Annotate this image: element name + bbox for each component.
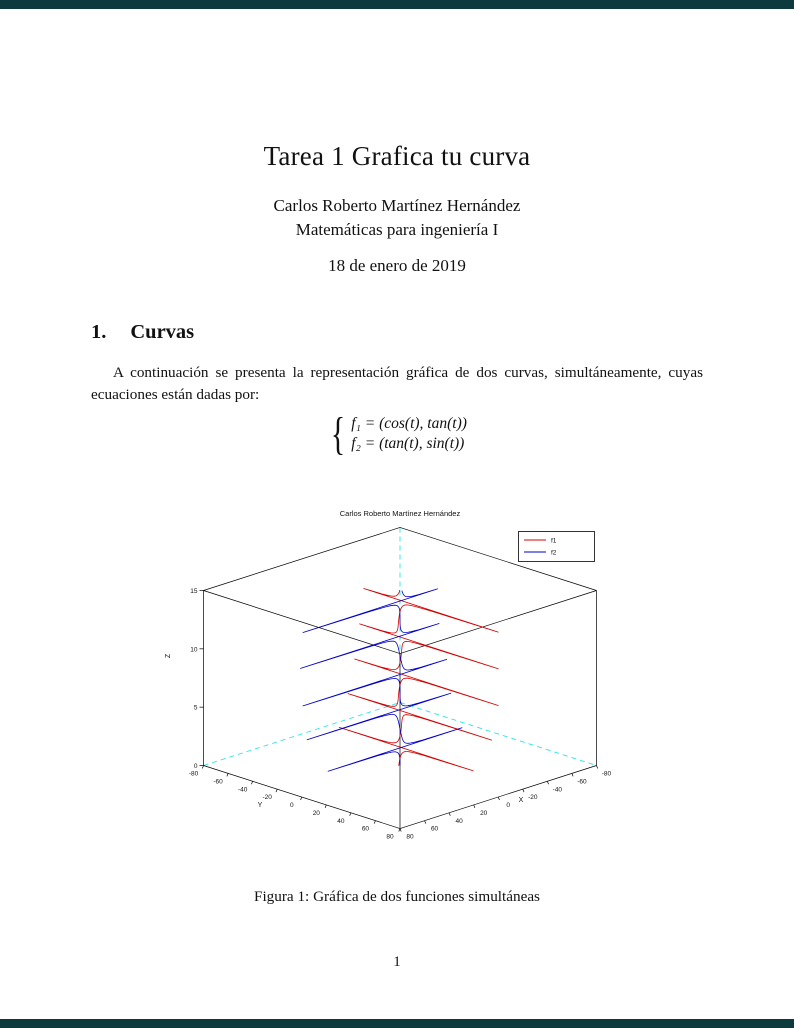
figure-3d-plot xyxy=(140,503,660,848)
figure-container xyxy=(140,503,660,848)
x-axis-tick xyxy=(498,797,499,800)
document-title: Tarea 1 Grafica tu curva xyxy=(263,141,531,171)
y-tick-label: -40 xyxy=(237,786,248,794)
y-tick-label: 80 xyxy=(386,833,394,841)
page-number: 1 xyxy=(393,954,401,970)
equation-lines xyxy=(351,414,467,454)
axes-box-edge xyxy=(204,591,400,654)
guide-dashed-line xyxy=(400,702,596,765)
x-axis-tick xyxy=(596,766,597,769)
x-tick-label: 80 xyxy=(406,833,414,841)
plot-title: Carlos Roberto Martínez Hernández xyxy=(339,509,461,518)
figure-caption: Figura 1: Gráfica de dos funciones simultáneas xyxy=(254,888,540,905)
y-tick-label: -60 xyxy=(213,778,223,786)
y-axis-label: Y xyxy=(257,802,263,809)
bottom-edge-bar xyxy=(0,1019,794,1028)
y-tick-label: 0 xyxy=(289,802,294,810)
z-tick-label: 0 xyxy=(193,763,198,770)
equation-block xyxy=(0,408,794,459)
y-axis-tick xyxy=(276,789,277,792)
legend-label-f2: f2 xyxy=(551,549,557,557)
section-number: 1. xyxy=(91,321,107,343)
z-axis-label: Z xyxy=(165,653,172,659)
x-axis-tick xyxy=(449,813,450,816)
x-axis-tick xyxy=(572,773,573,776)
x-axis-tick xyxy=(474,805,475,808)
equation-brace: { xyxy=(330,408,346,459)
curve-f1 xyxy=(339,589,498,771)
x-axis-tick xyxy=(425,821,426,824)
top-edge-bar xyxy=(0,0,794,9)
y-tick-label: 40 xyxy=(337,817,345,825)
curve-f2 xyxy=(301,589,463,771)
y-tick-label: -80 xyxy=(188,770,199,778)
section-heading xyxy=(91,321,194,344)
equation-line-2: f₂ = (tan(t), sin(t)) xyxy=(351,435,465,452)
x-tick-label: -80 xyxy=(601,770,612,778)
z-tick-label: 5 xyxy=(193,704,198,712)
x-tick-label: 0 xyxy=(506,802,511,810)
y-axis-tick xyxy=(374,821,375,824)
y-axis-tick xyxy=(325,805,326,808)
document-date: 18 de enero de 2019 xyxy=(328,256,466,275)
y-axis-tick xyxy=(251,781,252,784)
x-tick-label: -60 xyxy=(577,778,587,786)
body-paragraph: A continuación se presenta la representación gráfica de dos curvas, simultáneamente, cuyas ecuaciones están dadas por: xyxy=(91,364,703,403)
axes-box-edge xyxy=(400,591,596,654)
legend-label-f1: f1 xyxy=(551,537,557,545)
y-axis-tick xyxy=(350,813,351,816)
author-name: Carlos Roberto Martínez Hernández xyxy=(273,196,521,215)
axes-box-edge xyxy=(204,527,400,590)
y-tick-label: -20 xyxy=(262,794,272,802)
x-axis-tick xyxy=(400,829,401,832)
y-axis-tick xyxy=(202,766,203,769)
x-tick-label: 20 xyxy=(480,809,488,817)
course-name: Matemáticas para ingeniería I xyxy=(295,220,499,239)
x-axis-tick xyxy=(523,789,524,792)
legend-box xyxy=(519,532,595,562)
z-tick-label: 15 xyxy=(190,588,198,595)
z-tick-label: 10 xyxy=(190,646,198,654)
equation-line-1: f₁ = (cos(t), tan(t)) xyxy=(351,415,467,432)
x-tick-label: 60 xyxy=(430,825,439,833)
x-tick-label: -20 xyxy=(528,794,538,802)
section-title: Curvas xyxy=(130,321,195,343)
x-axis-tick xyxy=(547,781,548,784)
x-axis-label: X xyxy=(518,797,524,804)
x-tick-label: 40 xyxy=(455,817,463,825)
y-tick-label: 60 xyxy=(361,825,370,833)
y-axis-tick xyxy=(227,773,228,776)
y-tick-label: 20 xyxy=(312,809,320,817)
guide-dashed-line xyxy=(204,702,400,765)
x-tick-label: -40 xyxy=(552,786,563,794)
y-axis-tick xyxy=(301,797,302,800)
